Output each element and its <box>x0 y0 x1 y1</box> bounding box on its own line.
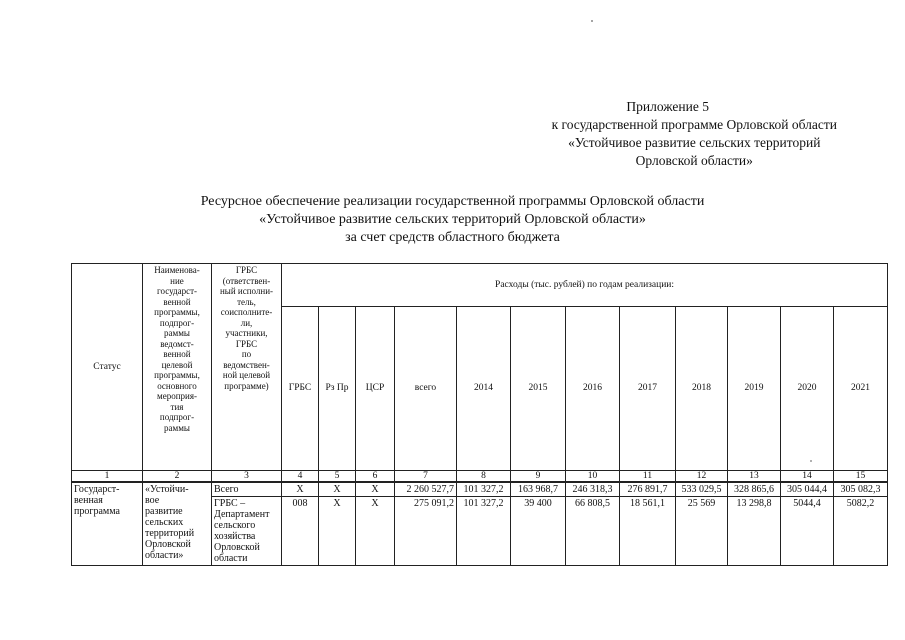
title-line-2: «Устойчивое развитие сельских территорий Орловской области» <box>259 212 646 227</box>
cell-total: 2 260 527,7 <box>395 482 457 497</box>
cell-year-value: 5082,2 <box>834 497 888 566</box>
cell-year-value: 25 569 <box>676 497 728 566</box>
table-row <box>72 482 888 497</box>
cell-year-value: 18 561,1 <box>620 497 676 566</box>
header-row-top <box>72 264 888 307</box>
cell-year-value: 276 891,7 <box>620 482 676 497</box>
cell-status <box>72 482 143 566</box>
column-number: 6 <box>356 471 395 483</box>
column-number: 11 <box>620 471 676 483</box>
cell-grbs-code: 008 <box>282 497 319 566</box>
cell-csr: Х <box>356 482 395 497</box>
cell-year-value: 305 044,4 <box>781 482 834 497</box>
header-expenses-label: Расходы (тыс. рублей) по годам реализации: <box>495 279 675 290</box>
header-name <box>143 264 212 471</box>
cell-rz-pr: Х <box>319 482 356 497</box>
title-line-1: Ресурсное обеспечение реализации государственной программы Орловской области <box>200 194 705 209</box>
header-status <box>72 264 143 471</box>
column-number: 8 <box>457 471 511 483</box>
header-status-label: Статус <box>93 361 121 372</box>
column-number: 14 <box>781 471 834 483</box>
cell-year-value: 246 318,3 <box>566 482 620 497</box>
appendix-header <box>552 98 837 170</box>
cell-year-value: 163 968,7 <box>511 482 566 497</box>
cell-year-value: 101 327,2 <box>457 482 511 497</box>
column-number: 1 <box>72 471 143 483</box>
grbs-text: ГРБС – Департамент сельского хозяйства Орловской области <box>214 498 270 564</box>
column-number: 13 <box>728 471 781 483</box>
cell-year-value: 305 082,3 <box>834 482 888 497</box>
column-number: 12 <box>676 471 728 483</box>
header-year: 2014 <box>457 307 511 471</box>
cell-year-value: 533 029,5 <box>676 482 728 497</box>
header-name-label: Наименова- ние государст- венной программы, подпрог- раммы ведомст- венной целевой программы, основного мероприя- тия подпрог- раммы <box>154 265 200 433</box>
header-year: 2020 <box>781 307 834 471</box>
header-csr: ЦСР <box>356 307 395 471</box>
column-number: 7 <box>395 471 457 483</box>
cell-csr: Х <box>356 497 395 566</box>
column-number: 10 <box>566 471 620 483</box>
status-text: Государст- венная программа <box>74 484 120 517</box>
cell-grbs-code: Х <box>282 482 319 497</box>
cell-rz-pr: Х <box>319 497 356 566</box>
appendix-number: Приложение 5 <box>626 99 709 114</box>
cell-year-value: 66 808,5 <box>566 497 620 566</box>
program-name-text: «Устойчи- вое развитие сельских территорий Орловской области» <box>145 484 195 561</box>
header-rz-pr: Рз Пр <box>319 307 356 471</box>
header-grbs <box>212 264 282 471</box>
column-numbers-row <box>72 471 888 483</box>
cell-year-value: 101 327,2 <box>457 497 511 566</box>
header-year: 2021 <box>834 307 888 471</box>
cell-grbs: Всего <box>212 482 282 497</box>
column-number: 5 <box>319 471 356 483</box>
header-total: всего <box>395 307 457 471</box>
cell-year-value: 5044,4 <box>781 497 834 566</box>
header-grbs-code: ГРБС <box>282 307 319 471</box>
header-grbs-label: ГРБС (ответствен- ный исполни- тель, соисполните- ли, участники, ГРБС по ведомствен- ной целевой программе) <box>219 265 274 391</box>
title-line-3: за счет средств областного бюджета <box>345 230 560 245</box>
header-expenses <box>282 264 888 307</box>
header-year: 2016 <box>566 307 620 471</box>
cell-year-value: 328 865,6 <box>728 482 781 497</box>
cell-grbs <box>212 497 282 566</box>
column-number: 9 <box>511 471 566 483</box>
appendix-reference: к государственной программе Орловской области <box>551 117 837 132</box>
cell-year-value: 13 298,8 <box>728 497 781 566</box>
column-number: 4 <box>282 471 319 483</box>
column-number: 2 <box>143 471 212 483</box>
appendix-program-name: «Устойчивое развитие сельских территорий <box>568 135 821 150</box>
document-title <box>0 193 905 247</box>
header-year: 2017 <box>620 307 676 471</box>
cell-total: 275 091,2 <box>395 497 457 566</box>
column-number: 3 <box>212 471 282 483</box>
column-number: 15 <box>834 471 888 483</box>
appendix-program-name-cont: Орловской области» <box>635 153 753 168</box>
header-year: 2015 <box>511 307 566 471</box>
scan-speck <box>591 20 593 22</box>
cell-year-value: 39 400 <box>511 497 566 566</box>
resource-table <box>71 263 888 566</box>
header-year: 2019 <box>728 307 781 471</box>
header-year: 2018 <box>676 307 728 471</box>
cell-program-name <box>143 482 212 566</box>
